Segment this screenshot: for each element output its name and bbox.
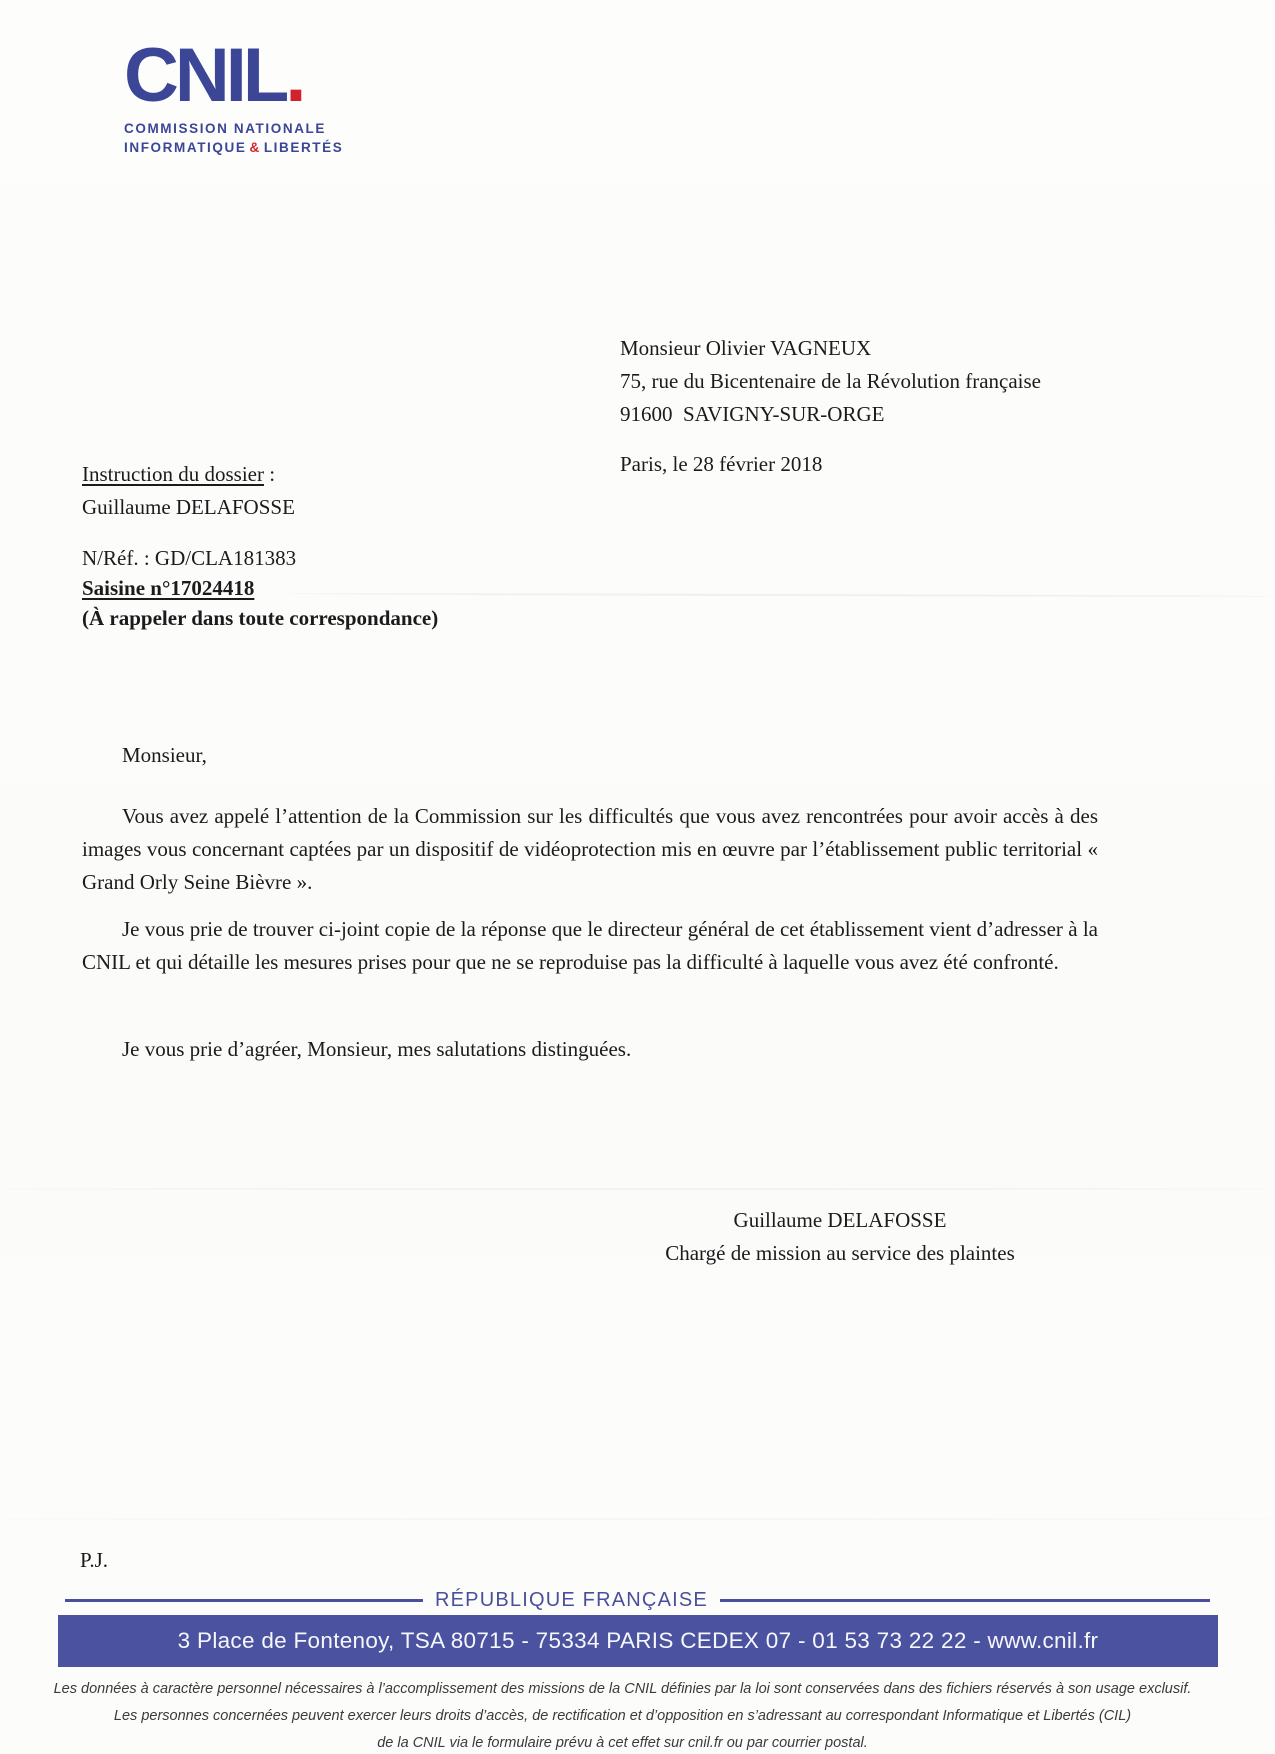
file-reference: N/Réf. : GD/CLA181383 xyxy=(82,546,297,570)
legal-note xyxy=(30,1676,1215,1754)
divider-line-right xyxy=(720,1599,1210,1602)
saisine-number: Saisine n°17024418 xyxy=(82,576,255,600)
correspondence-note: (À rappeler dans toute correspondance) xyxy=(82,606,439,630)
cnil-subtitle-libertes: LIBERTÉS xyxy=(263,140,344,155)
scan-crease xyxy=(0,1518,1275,1520)
legal-line-2: Les personnes concernées peuvent exercer leurs droits d’accès, de rectification et d’opposition en s’adressant au correspondant Informatique et Libertés (CIL) xyxy=(113,1708,1132,1724)
legal-line-3: de la CNIL via le formulaire prévu à cet effet sur cnil.fr ou par courrier postal. xyxy=(377,1735,868,1751)
cnil-subtitle xyxy=(124,119,343,157)
republique-label: RÉPUBLIQUE FRANÇAISE xyxy=(435,1588,708,1611)
cnil-logo xyxy=(124,33,344,157)
ampersand: & xyxy=(249,140,261,155)
cnil-wordmark-text: CNIL xyxy=(124,33,286,118)
signature-block xyxy=(540,1204,1140,1270)
signature-title: Chargé de mission au service des plaintes xyxy=(665,1241,1015,1265)
signature-name: Guillaume DELAFOSSE xyxy=(733,1208,947,1232)
legal-line-1: Les données à caractère personnel nécessaires à l’accomplissement des missions de la CNIL définies par la loi sont conservées dans des fichiers réservés à son usage exclusif. xyxy=(53,1681,1192,1697)
address-bar xyxy=(58,1615,1218,1667)
instruction-line xyxy=(82,458,295,491)
instruction-block xyxy=(82,458,295,524)
salutation: Monsieur, xyxy=(122,743,207,767)
recipient-block xyxy=(620,332,1041,431)
recipient-street: 75, rue du Bicentenaire de la Révolution française xyxy=(620,369,1042,393)
cnil-wordmark xyxy=(124,33,343,118)
reference-block xyxy=(82,543,438,633)
divider-line-left xyxy=(65,1599,423,1602)
body-paragraph-1: Vous avez appelé l’attention de la Commission sur les difficultés que vous avez rencontrées pour avoir accès à des images vous concernant captées par un dispositif de vidéoprotection mis en œuvre par l’établissement public territorial « Grand Orly Seine Bièvre ». xyxy=(82,804,1098,894)
cnil-wordmark-dot: . xyxy=(285,33,303,118)
republique-divider xyxy=(65,1588,1210,1612)
address-bar-text: 3 Place de Fontenoy, TSA 80715 - 75334 PARIS CEDEX 07 - 01 53 73 22 22 - www.cnil.fr xyxy=(177,1628,1099,1653)
body-paragraph-2: Je vous prie de trouver ci-joint copie de la réponse que le directeur général de cet établissement vient d’adresser à la CNIL et qui détaille les mesures prises pour que ne se reproduise pas la difficulté à laquelle vous avez été confronté. xyxy=(82,917,1098,974)
cnil-subtitle-informatique: INFORMATIQUE xyxy=(124,140,247,155)
recipient-name: Monsieur Olivier VAGNEUX xyxy=(620,336,872,360)
instruction-colon: : xyxy=(263,462,276,486)
cnil-subtitle-line1: COMMISSION NATIONALE xyxy=(124,121,326,136)
instruction-label: Instruction du dossier xyxy=(82,462,264,486)
instruction-officer-name: Guillaume DELAFOSSE xyxy=(82,495,295,519)
body-paragraph-3: Je vous prie d’agréer, Monsieur, mes salutations distinguées. xyxy=(122,1037,632,1061)
scan-crease xyxy=(0,1188,1275,1190)
enclosure-note: P.J. xyxy=(80,1548,109,1572)
cnil-subtitle-line2 xyxy=(124,138,343,157)
dateline: Paris, le 28 février 2018 xyxy=(620,452,823,476)
recipient-city: 91600 SAVIGNY-SUR-ORGE xyxy=(620,402,885,426)
